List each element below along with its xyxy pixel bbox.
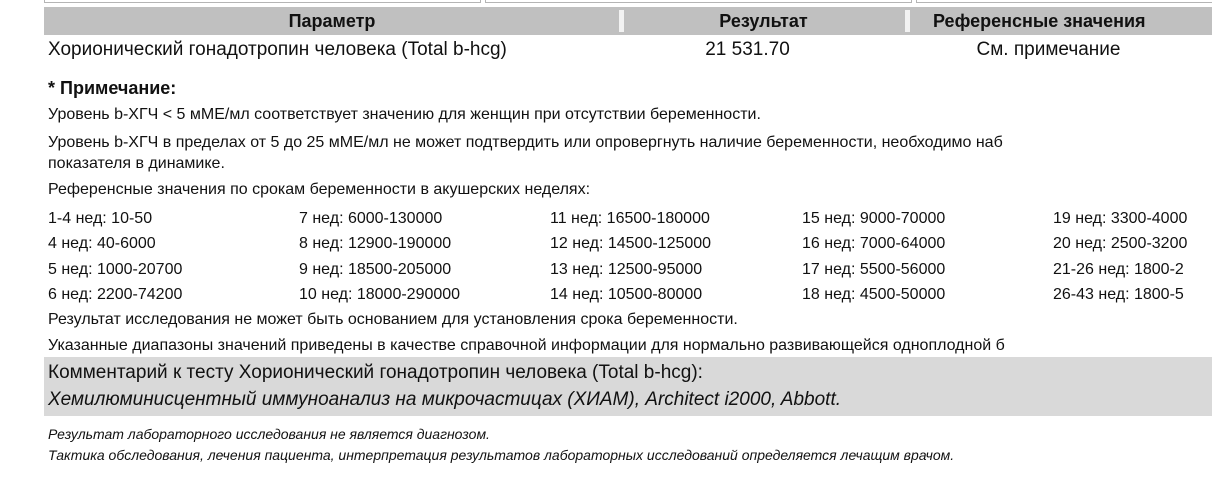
note-line: показателя в динамике. (48, 155, 225, 172)
row-reference: См. примечание (976, 39, 1121, 60)
top-box (916, 0, 1212, 3)
note-line: Референсные значения по срокам беременности в акушерских неделях: (48, 181, 591, 198)
grid-cell: 10 нед: 18000-290000 (299, 286, 461, 304)
note-line: Указанные диапазоны значений приведены в качестве справочной информации для нормально развивающейся одноплодной б (48, 337, 1005, 354)
grid-cell: 15 нед: 9000-70000 (802, 209, 946, 227)
note-line: Уровень b-ХГЧ в пределах от 5 до 25 мМЕ/мл не может подтвердить или опровергнуть наличие беременности, необходимо наб (48, 134, 1003, 151)
results-table-header (44, 7, 1212, 35)
grid-cell: 6 нед: 2200-74200 (48, 286, 183, 304)
table-row (44, 36, 1212, 64)
comment-title: Комментарий к тесту Хорионический гонадотропин человека (Total b-hcg): (48, 362, 703, 383)
disclaimer-line: Тактика обследования, лечения пациента, интерпретация результатов лабораторных исследований определяется лечащим врачом. (48, 447, 955, 463)
grid-cell: 13 нед: 12500-95000 (550, 260, 703, 278)
grid-cell: 11 нед: 16500-180000 (550, 209, 710, 227)
grid-cell: 26-43 нед: 1800-5 (1053, 286, 1184, 304)
top-box (485, 0, 912, 3)
note-title: * Примечание: (48, 78, 177, 98)
test-comment-box (44, 357, 1212, 416)
grid-cell: 8 нед: 12900-190000 (299, 235, 452, 253)
grid-cell: 9 нед: 18500-205000 (299, 260, 452, 278)
grid-cell: 17 нед: 5500-56000 (802, 260, 946, 278)
grid-row (48, 206, 1212, 232)
grid-cell: 12 нед: 14500-125000 (550, 235, 712, 253)
grid-cell: 18 нед: 4500-50000 (802, 286, 946, 304)
grid-row (48, 232, 1212, 258)
grid-row (48, 257, 1212, 283)
grid-cell: 4 нед: 40-6000 (48, 235, 156, 253)
grid-cell: 20 нед: 2500-3200 (1053, 235, 1188, 253)
top-boxes (44, 0, 1212, 3)
row-parameter: Хорионический гонадотропин человека (Total b-hcg) (48, 39, 507, 60)
note-line: Результат исследования не может быть основанием для установления срока беременности. (48, 311, 738, 328)
grid-cell: 7 нед: 6000-130000 (299, 209, 443, 227)
grid-cell: 1-4 нед: 10-50 (48, 209, 153, 227)
note-line: Уровень b-ХГЧ < 5 мМЕ/мл соответствует значению для женщин при отсутствии беременности. (48, 106, 761, 123)
grid-cell: 21-26 нед: 1800-2 (1053, 260, 1184, 278)
disclaimer-line: Результат лабораторного исследования не является диагнозом. (48, 426, 490, 442)
disclaimer-footer (48, 424, 954, 466)
header-result: Результат (719, 10, 808, 31)
grid-cell: 5 нед: 1000-20700 (48, 260, 183, 278)
reference-grid (48, 206, 1212, 308)
column-divider (619, 10, 624, 32)
grid-cell: 16 нед: 7000-64000 (802, 235, 946, 253)
grid-row (48, 283, 1212, 309)
comment-method: Хемилюминисцентный иммуноанализ на микрочастицах (ХИАМ), Architect i2000, Abbott. (48, 389, 842, 410)
column-divider (905, 10, 910, 32)
grid-cell: 14 нед: 10500-80000 (550, 286, 703, 304)
top-box (44, 0, 481, 3)
header-reference: Референсные значения (933, 10, 1146, 31)
grid-cell: 19 нед: 3300-4000 (1053, 209, 1188, 227)
row-result: 21 531.70 (705, 39, 790, 60)
header-parameter: Параметр (288, 10, 376, 31)
